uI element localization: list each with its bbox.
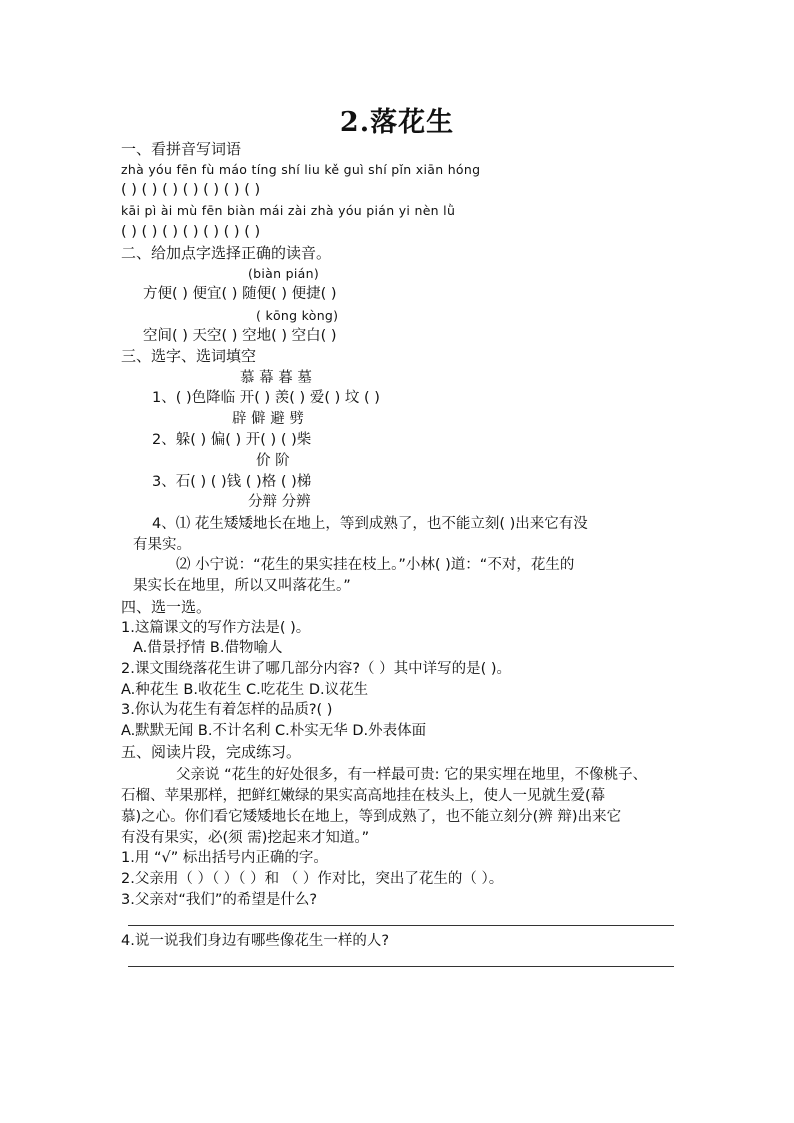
choice-question-3-options: A.默默无闻 B.不计名利 C.朴实无华 D.外表体面 (121, 723, 427, 739)
question-4-2-line-2: 果实长在地里，所以又叫落花生。” (133, 578, 351, 594)
section-4-heading: 四、选一选。 (121, 598, 212, 616)
choice-question-1-options: A.借景抒情 B.借物喻人 (133, 640, 283, 656)
fill-row-3: 3、石( ) ( )钱 ( )格 ( )梯 (152, 474, 312, 490)
section-2-heading: 二、给加点字选择正确的读音。 (121, 244, 332, 262)
char-choices-1: 慕 幕 暮 墓 (240, 370, 312, 386)
reading-question-3: 3.父亲对“我们”的希望是什么? (121, 892, 318, 908)
reading-row-kong: 空间( ) 天空( ) 空地( ) 空白( ) (143, 328, 337, 344)
reading-passage-line-3: 慕)之心。你们看它矮矮地长在地上，等到成熟了，也不能立刻分(辨 辩)出来它 (121, 809, 622, 825)
choice-question-1: 1.这篇课文的写作方法是( )。 (121, 620, 311, 636)
reading-options-kong: ( kōng kòng) (256, 308, 339, 323)
pinyin-row-1: zhà yóu fēn fù máo tíng shí liu kě guì shí pǐn xiān hóng (121, 162, 481, 177)
question-4-2-line-1: ⑵ 小宁说：“花生的果实挂在枝上。”小林( )道：“不对，花生的 (176, 557, 575, 573)
reading-question-2: 2.父亲用（ ）（ ）（ ）和 （ ）作对比，突出了花生的（ ）。 (121, 871, 504, 887)
answer-line-3 (128, 925, 674, 926)
reading-options-bian: (biàn pián) (248, 266, 320, 281)
choice-question-2-options: A.种花生 B.收花生 C.吃花生 D.议花生 (121, 682, 369, 698)
answer-blanks-row-1: ( ) ( ) ( ) ( ) ( ) ( ) ( ) (121, 182, 261, 198)
char-choices-3: 价 阶 (256, 453, 290, 469)
word-choices-4: 分辩 分辨 (248, 494, 311, 510)
section-1-heading: 一、看拼音写词语 (121, 140, 242, 158)
reading-passage-line-4: 有没有果实，必(须 需)挖起来才知道。” (121, 830, 370, 846)
fill-row-2: 2、躲( ) 偏( ) 开( ) ( )柴 (152, 432, 312, 448)
section-3-heading: 三、选字、选词填空 (121, 347, 257, 365)
answer-line-4 (128, 966, 674, 967)
reading-question-4: 4.说一说我们身边有哪些像花生一样的人? (121, 933, 390, 949)
question-4-1-line-2: 有果实。 (133, 537, 191, 553)
answer-blanks-row-2: ( ) ( ) ( ) ( ) ( ) ( ) ( ) (121, 224, 261, 240)
reading-question-1: 1.用 “√” 标出括号内正确的字。 (121, 850, 328, 866)
reading-passage-line-2: 石榴、苹果那样，把鲜红嫩绿的果实高高地挂在枝头上，使人一见就生爱(幕 (121, 788, 606, 804)
choice-question-3: 3.你认为花生有着怎样的品质?( ) (121, 702, 333, 718)
question-4-1-line-1: 4、⑴ 花生矮矮地长在地上，等到成熟了，也不能立刻( )出来它有没 (152, 516, 588, 532)
pinyin-row-2: kāi pì ài mù fēn biàn mái zài zhà yóu pián yi nèn lǜ (121, 203, 456, 218)
section-5-heading: 五、阅读片段，完成练习。 (121, 743, 302, 761)
page-title: 2.落花生 (339, 107, 455, 138)
reading-row-bian: 方便( ) 便宜( ) 随便( ) 便捷( ) (143, 286, 337, 302)
char-choices-2: 辟 僻 避 劈 (232, 411, 304, 427)
reading-passage-line-1: 父亲说 “花生的好处很多，有一样最可贵: 它的果实埋在地里，不像桃子、 (176, 767, 648, 783)
choice-question-2: 2.课文围绕落花生讲了哪几部分内容?（ ）其中详写的是( )。 (121, 661, 512, 677)
fill-row-1: 1、( )色降临 开( ) 羡( ) 爱( ) 坟 ( ) (152, 390, 380, 406)
